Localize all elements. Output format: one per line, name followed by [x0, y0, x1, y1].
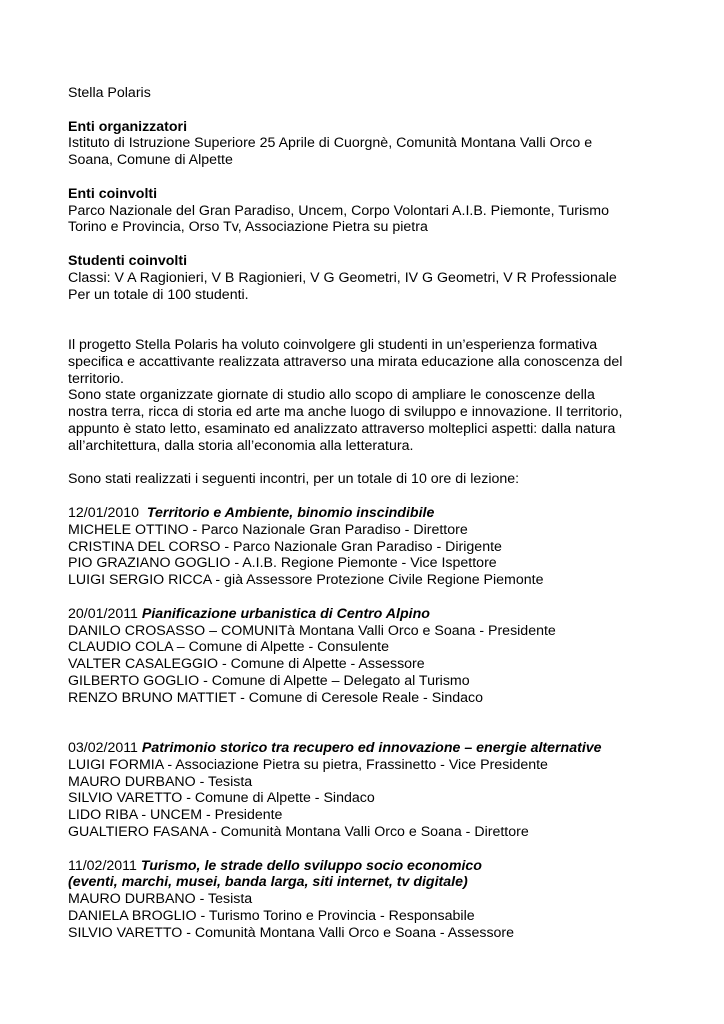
section-heading-enti-coinvolti: Enti coinvolti	[68, 185, 158, 202]
intro-line: Il progetto Stella Polaris ha voluto coinvolgere gli studenti in un’esperienza formativa	[68, 336, 598, 353]
intro-line: Sono state organizzate giornate di studio allo scopo di ampliare le conoscenze della	[68, 387, 595, 404]
meeting-person: DANILO CROSASSO – COMUNITà Montana Valli Orco e Soana - Presidente	[68, 622, 556, 639]
meeting-person: RENZO BRUNO MATTIET - Comune di Ceresole Reale - Sindaco	[68, 689, 483, 706]
meeting-date: 12/01/2010	[68, 504, 147, 521]
meeting-person: CLAUDIO COLA – Comune di Alpette - Consulente	[68, 639, 389, 656]
section-heading-enti-organizzatori: Enti organizzatori	[68, 118, 188, 135]
meeting-title: Patrimonio storico tra recupero ed innovazione – energie alternative	[141, 740, 602, 757]
paragraph-line: Torino e Provincia, Orso Tv, Associazione Pietra su pietra	[68, 219, 428, 236]
meeting-person: MICHELE OTTINO - Parco Nazionale Gran Paradiso - Direttore	[68, 521, 468, 538]
meeting-title: Territorio e Ambiente, binomio inscindibile	[146, 504, 435, 521]
meeting-block	[68, 505, 668, 589]
meeting-block	[68, 858, 668, 942]
meeting-person: GILBERTO GOGLIO - Comune di Alpette – Delegato al Turismo	[68, 672, 470, 689]
incontri-intro: Sono stati realizzati i seguenti incontri, per un totale di 10 ore di lezione:	[68, 471, 520, 488]
meeting-block	[68, 740, 668, 841]
paragraph-line: Parco Nazionale del Gran Paradiso, Uncem, Corpo Volontari A.I.B. Piemonte, Turismo	[68, 202, 609, 219]
meeting-date: 11/02/2011	[68, 857, 141, 874]
document-page	[68, 85, 668, 942]
meeting-date: 20/01/2011	[68, 605, 142, 622]
document-title: Stella Polaris	[68, 85, 151, 101]
spacer	[68, 236, 668, 253]
intro-line: territorio.	[68, 370, 124, 387]
spacer	[68, 455, 668, 472]
spacer	[68, 169, 668, 186]
meeting-date: 03/02/2011	[68, 740, 142, 757]
meeting-person: MAURO DURBANO - Tesista	[68, 773, 253, 790]
meeting-person: MAURO DURBANO - Tesista	[68, 891, 253, 908]
paragraph-line: Per un totale di 100 studenti.	[68, 286, 249, 303]
intro-line: nostra terra, ricca di storia ed arte ma anche luogo di sviluppo e innovazione. Il territorio,	[68, 404, 623, 421]
meeting-heading	[68, 606, 668, 623]
spacer	[68, 102, 668, 119]
meeting-block	[68, 606, 668, 707]
spacer	[68, 488, 668, 505]
spacer	[68, 589, 668, 606]
spacer	[68, 841, 668, 858]
intro-line: appunto è stato letto, esaminato ed analizzato attraverso molteplici aspetti: dalla natura	[68, 420, 616, 437]
meeting-title: Turismo, le strade dello sviluppo socio economico	[140, 857, 482, 874]
meeting-person: LIDO RIBA - UNCEM - Presidente	[68, 807, 283, 824]
paragraph-line: Soana, Comune di Alpette	[68, 152, 233, 169]
meeting-person: LUIGI FORMIA - Associazione Pietra su pietra, Frassinetto - Vice Presidente	[68, 756, 548, 773]
section-heading-studenti-coinvolti: Studenti coinvolti	[68, 252, 188, 269]
meeting-person: CRISTINA DEL CORSO - Parco Nazionale Gran Paradiso - Dirigente	[68, 538, 502, 555]
spacer	[68, 303, 668, 337]
intro-line: all’architettura, dalla storia all’economia alla letteratura.	[68, 437, 414, 454]
intro-line: specifica e accattivante realizzata attraverso una mirata educazione alla conoscenza del	[68, 353, 623, 370]
paragraph-line: Istituto di Istruzione Superiore 25 Aprile di Cuorgnè, Comunità Montana Valli Orco e	[68, 135, 593, 152]
meeting-heading	[68, 505, 668, 522]
meeting-person: SILVIO VARETTO - Comune di Alpette - Sindaco	[68, 790, 375, 807]
meeting-heading	[68, 740, 668, 757]
spacer	[68, 706, 668, 740]
meeting-person: DANIELA BROGLIO - Turismo Torino e Provincia - Responsabile	[68, 908, 475, 925]
meeting-person: PIO GRAZIANO GOGLIO - A.I.B. Regione Piemonte - Vice Ispettore	[68, 555, 497, 572]
meeting-title: Pianificazione urbanistica di Centro Alpino	[141, 605, 430, 622]
paragraph-line: Classi: V A Ragionieri, V B Ragionieri, V G Geometri, IV G Geometri, V R Professionale	[68, 269, 617, 286]
meeting-person: LUIGI SERGIO RICCA - già Assessore Protezione Civile Regione Piemonte	[68, 572, 544, 589]
meeting-person: SILVIO VARETTO - Comunità Montana Valli Orco e Soana - Assessore	[68, 924, 515, 941]
meeting-heading	[68, 858, 668, 875]
meeting-person: VALTER CASALEGGIO - Comune di Alpette - Assessore	[68, 656, 425, 673]
meeting-person: GUALTIERO FASANA - Comunità Montana Valli Orco e Soana - Direttore	[68, 824, 529, 841]
meeting-subtitle: (eventi, marchi, musei, banda larga, siti internet, tv digitale)	[68, 874, 468, 891]
